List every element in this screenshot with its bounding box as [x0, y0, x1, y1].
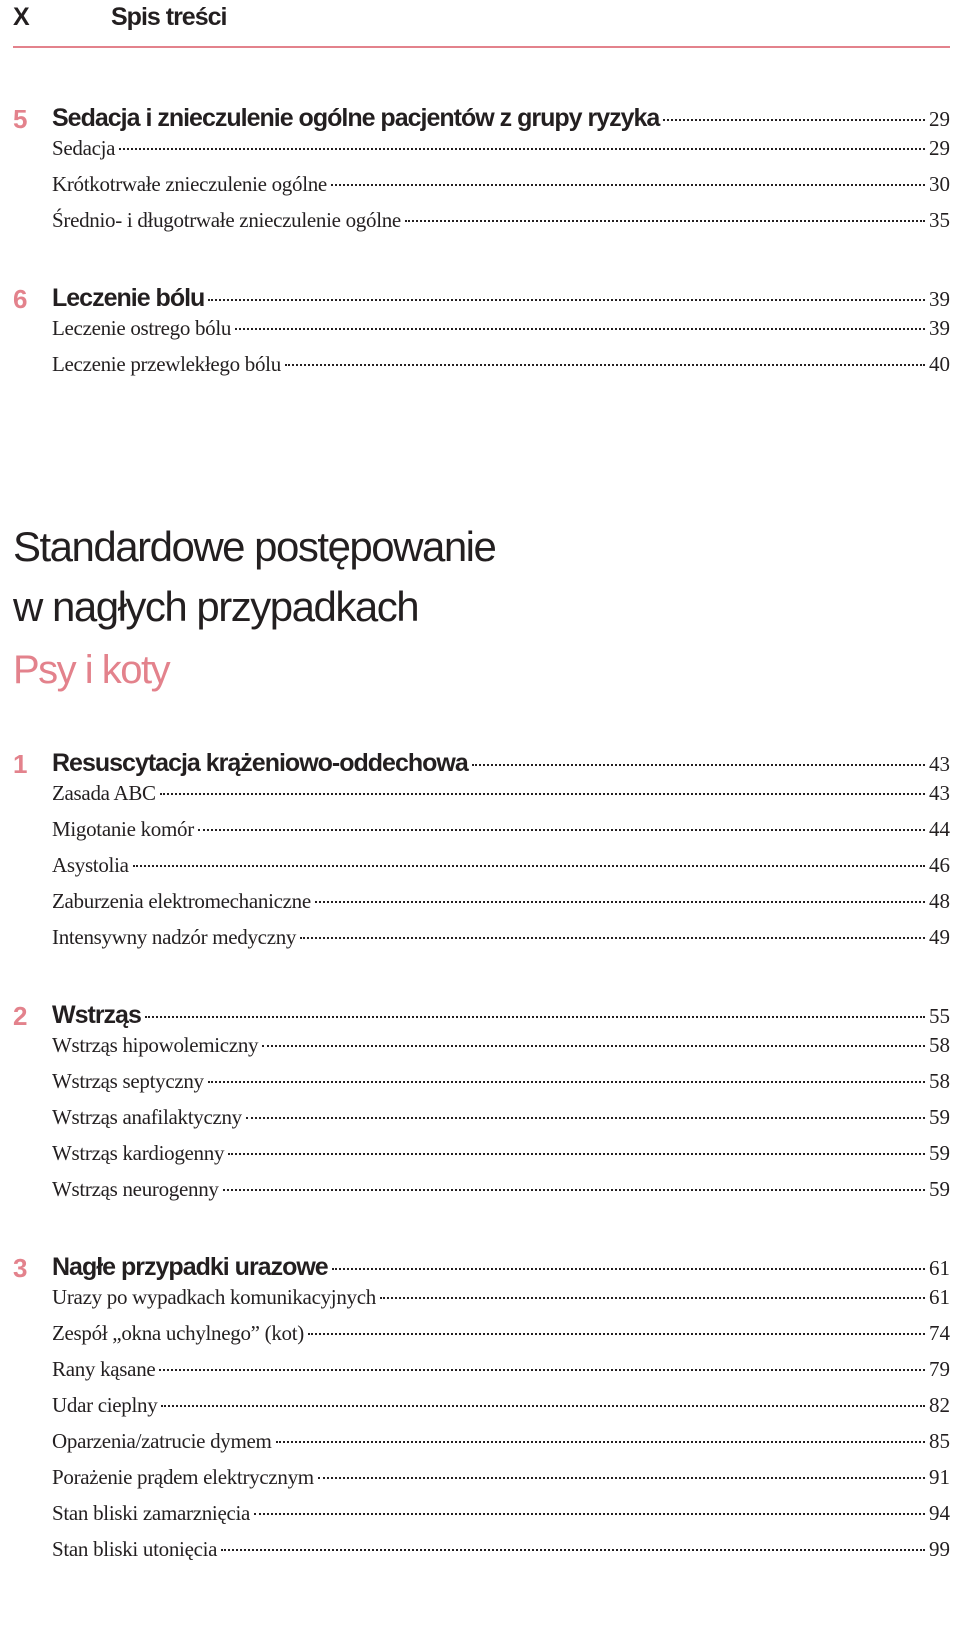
page-ref: 99 [929, 1537, 950, 1561]
chapter-title: Wstrząs [52, 1001, 141, 1029]
page-ref: 30 [929, 172, 950, 196]
toc-entry [52, 1105, 950, 1130]
section-title: Leczenie ostrego bólu [52, 316, 232, 340]
section-title: Krótkotrwałe znieczulenie ogólne [52, 172, 327, 196]
toc-section-row[interactable] [13, 1285, 950, 1321]
page-ref: 43 [929, 781, 950, 805]
dot-leader [223, 1189, 925, 1191]
part-title-line-1: Standardowe postępowanie [13, 523, 496, 570]
dot-leader [276, 1441, 925, 1443]
toc-section-row[interactable] [13, 1357, 950, 1393]
page-ref: 39 [929, 316, 950, 340]
dot-leader [198, 829, 925, 831]
dot-leader [159, 1369, 925, 1371]
toc-section-row[interactable] [13, 1501, 950, 1537]
running-title: Spis treści [111, 3, 227, 31]
section-title: Zespół „okna uchylnego” (kot) [52, 1321, 304, 1345]
section-title: Sedacja [52, 136, 116, 160]
section-title: Porażenie prądem elektrycznym [52, 1465, 314, 1489]
chapter-number: 6 [13, 284, 28, 314]
page-ref: 91 [929, 1465, 950, 1489]
dot-leader [663, 119, 925, 121]
toc-entry [52, 316, 950, 341]
section-title: Stan bliski zamarznięcia [52, 1501, 251, 1525]
toc-entry [52, 208, 950, 233]
section-title: Wstrząs kardiogenny [52, 1141, 225, 1165]
toc-entry [52, 745, 950, 778]
section-title: Stan bliski utonięcia [52, 1537, 218, 1561]
part-title-line-2: w nagłych przypadkach [13, 583, 419, 630]
page-ref: 46 [929, 853, 950, 877]
dot-leader [262, 1045, 925, 1047]
section-title: Zasada ABC [52, 781, 156, 805]
section-title: Urazy po wypadkach komunikacyjnych [52, 1285, 376, 1309]
toc-entry [52, 1249, 950, 1282]
toc-entry [52, 1033, 950, 1058]
page-ref: 44 [929, 817, 950, 841]
dot-leader [133, 865, 925, 867]
page-ref: 61 [929, 1256, 950, 1280]
toc-entry [52, 1537, 950, 1562]
dot-leader [332, 1268, 925, 1270]
toc-section-row[interactable] [13, 1537, 950, 1573]
page-header [13, 0, 950, 48]
page-ref: 43 [929, 752, 950, 776]
page-ref: 35 [929, 208, 950, 232]
toc-section-row[interactable] [13, 208, 950, 244]
section-title: Wstrząs septyczny [52, 1069, 204, 1093]
toc-section-row[interactable] [13, 1465, 950, 1501]
chapter-title: Resuscytacja krążeniowo-oddechowa [52, 749, 468, 777]
toc-section-row[interactable] [13, 781, 950, 817]
page-ref: 29 [929, 107, 950, 131]
chapter-number: 2 [13, 1001, 28, 1031]
part-subtitle: Psy i koty [13, 648, 170, 692]
section-title: Migotanie komór [52, 817, 194, 841]
toc-entry [52, 1393, 950, 1418]
dot-leader [318, 1477, 925, 1479]
page-ref: 48 [929, 889, 950, 913]
dot-leader [228, 1153, 925, 1155]
chapter-title: Nagłe przypadki urazowe [52, 1253, 328, 1281]
dot-leader [300, 937, 925, 939]
toc-section-row[interactable] [13, 1033, 950, 1069]
toc-section-row[interactable] [13, 853, 950, 889]
page-number: X [13, 3, 30, 31]
page-ref: 40 [929, 352, 950, 376]
toc-entry [52, 1501, 950, 1526]
toc-chapter-row[interactable] [13, 100, 950, 136]
section-title: Oparzenia/zatrucie dymem [52, 1429, 272, 1453]
toc-entry [52, 817, 950, 842]
dot-leader [145, 1016, 925, 1018]
toc-entry [52, 1357, 950, 1382]
section-title: Udar cieplny [52, 1393, 158, 1417]
section-title: Rany kąsane [52, 1357, 156, 1381]
page-ref: 59 [929, 1177, 950, 1201]
toc-section-row[interactable] [13, 1393, 950, 1429]
page-ref: 74 [929, 1321, 950, 1345]
dot-leader [119, 148, 925, 150]
toc-entry [52, 1141, 950, 1166]
section-title: Intensywny nadzór medyczny [52, 925, 297, 949]
dot-leader [380, 1297, 925, 1299]
chapter-number: 3 [13, 1253, 28, 1283]
toc-entry [52, 1069, 950, 1094]
chapter-number: 1 [13, 749, 28, 779]
toc-chapter-row[interactable] [13, 1249, 950, 1285]
toc-section-row[interactable] [13, 136, 950, 172]
toc-section-row[interactable] [13, 1321, 950, 1357]
toc-entry [52, 997, 950, 1030]
dot-leader [221, 1549, 925, 1551]
toc-section-row[interactable] [13, 1429, 950, 1465]
toc-entry [52, 1321, 950, 1346]
dot-leader [308, 1333, 925, 1335]
toc-section-row[interactable] [13, 1105, 950, 1141]
page-ref: 58 [929, 1033, 950, 1057]
toc-entry [52, 1465, 950, 1490]
page-ref: 58 [929, 1069, 950, 1093]
page-ref: 29 [929, 136, 950, 160]
toc-entry [52, 136, 950, 161]
section-title: Zaburzenia elektromechaniczne [52, 889, 311, 913]
dot-leader [161, 1405, 925, 1407]
page-ref: 59 [929, 1105, 950, 1129]
toc-entry [52, 781, 950, 806]
page-ref: 61 [929, 1285, 950, 1309]
toc-entry [52, 1177, 950, 1202]
toc-section-row[interactable] [13, 1177, 950, 1213]
toc-entry [52, 889, 950, 914]
toc-entry [52, 352, 950, 377]
toc-section-row[interactable] [13, 889, 950, 925]
chapter-title: Sedacja i znieczulenie ogólne pacjentów z grupy ryzyka [52, 104, 660, 132]
toc-entry [52, 280, 950, 313]
chapter-number: 5 [13, 104, 28, 134]
toc-entry [52, 100, 950, 133]
section-title: Wstrząs anafilaktyczny [52, 1105, 242, 1129]
dot-leader [208, 1081, 925, 1083]
page-ref: 94 [929, 1501, 950, 1525]
toc-section-row[interactable] [13, 925, 950, 961]
dot-leader [235, 328, 925, 330]
section-title: Wstrząs neurogenny [52, 1177, 219, 1201]
toc-section-row[interactable] [13, 172, 950, 208]
dot-leader [472, 764, 925, 766]
page-ref: 85 [929, 1429, 950, 1453]
section-title: Leczenie przewlekłego bólu [52, 352, 281, 376]
toc-section-row[interactable] [13, 316, 950, 352]
dot-leader [246, 1117, 925, 1119]
section-title: Średnio- i długotrwałe znieczulenie ogólne [52, 208, 401, 232]
dot-leader [331, 184, 925, 186]
page-ref: 82 [929, 1393, 950, 1417]
dot-leader [160, 793, 925, 795]
page-ref: 49 [929, 925, 950, 949]
page-ref: 59 [929, 1141, 950, 1165]
toc-section-row[interactable] [13, 352, 950, 388]
section-title: Wstrząs hipowolemiczny [52, 1033, 259, 1057]
toc-entry [52, 853, 950, 878]
toc-entry [52, 1429, 950, 1454]
dot-leader [405, 220, 925, 222]
toc-entry [52, 1285, 950, 1310]
toc-chapter-row[interactable] [13, 997, 950, 1033]
toc-section-row[interactable] [13, 1141, 950, 1177]
page-ref: 55 [929, 1004, 950, 1028]
chapter-title: Leczenie bólu [52, 284, 205, 312]
toc-section-row[interactable] [13, 817, 950, 853]
dot-leader [315, 901, 925, 903]
toc-chapter-row[interactable] [13, 280, 950, 316]
toc-entry [52, 925, 950, 950]
section-title: Asystolia [52, 853, 129, 877]
toc-entry [52, 172, 950, 197]
toc-chapter-row[interactable] [13, 745, 950, 781]
dot-leader [285, 364, 925, 366]
dot-leader [208, 299, 925, 301]
page-ref: 79 [929, 1357, 950, 1381]
dot-leader [254, 1513, 925, 1515]
page-ref: 39 [929, 287, 950, 311]
toc-section-row[interactable] [13, 1069, 950, 1105]
